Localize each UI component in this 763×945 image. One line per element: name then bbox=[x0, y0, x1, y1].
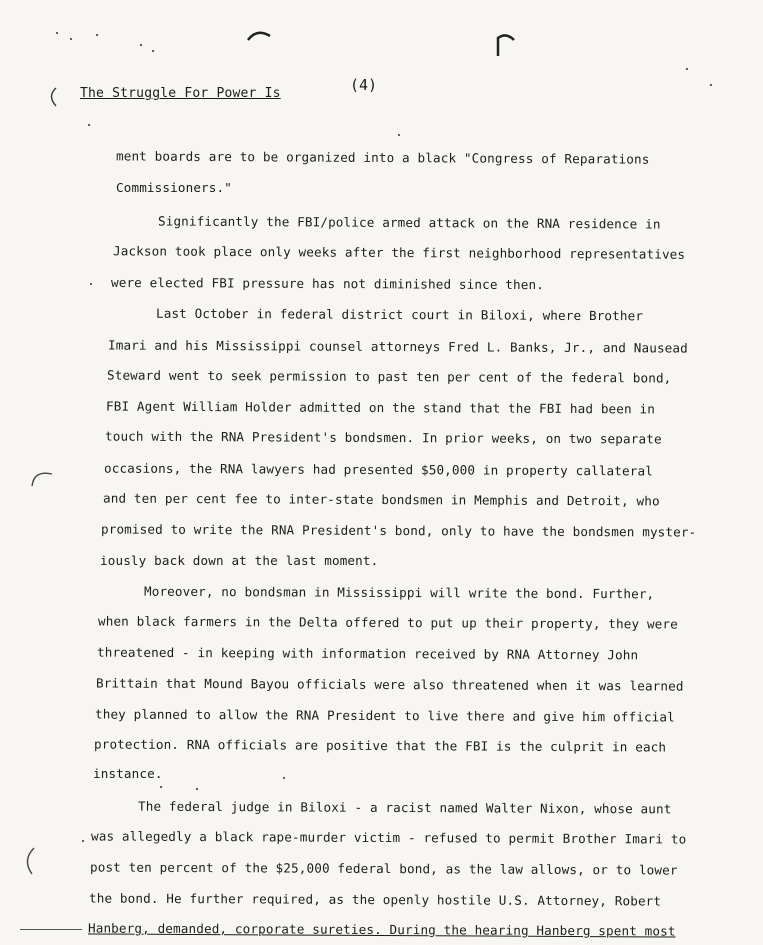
scan-speck bbox=[96, 34, 98, 36]
text-line: Hanberg, demanded, corporate sureties. During the hearing Hanberg spent most bbox=[87, 920, 676, 939]
text-line: iously back down at the last moment. bbox=[100, 553, 379, 568]
text-line: promised to write the RNA President's bond, only to have the bondsmen myster- bbox=[100, 521, 697, 540]
scan-speck bbox=[152, 50, 154, 52]
text-line: ment boards are to be organized into a black "Congress of Reparations bbox=[115, 148, 650, 167]
text-line: when black farmers in the Delta offered to put up their property, they were bbox=[97, 613, 678, 632]
text-line: occasions, the RNA lawyers had presented $50,000 in property callateral bbox=[103, 460, 654, 479]
text-line: threatened - in keeping with information received by RNA Attorney John bbox=[96, 644, 639, 663]
scan-speck bbox=[90, 283, 92, 285]
punch-hole-mark-bottom bbox=[20, 844, 40, 878]
text-line: Last October in federal district court in Biloxi, where Brother bbox=[155, 305, 644, 324]
text-line: and ten per cent fee to inter-state bondsmen in Memphis and Detroit, who bbox=[102, 490, 660, 509]
scan-speck bbox=[283, 777, 285, 779]
scan-speck bbox=[140, 44, 142, 46]
scan-speck bbox=[196, 788, 198, 790]
text-line: was allegedly a black rape-murder victim - refused to permit Brother Imari to bbox=[90, 828, 687, 847]
scan-speck bbox=[56, 32, 58, 34]
scan-speck bbox=[686, 68, 688, 70]
text-line: Steward went to seek permission to past ten per cent of the federal bond, bbox=[106, 367, 672, 386]
page-number: (4) bbox=[350, 76, 378, 94]
text-line: post ten percent of the $25,000 federal bond, as the law allows, or to lower bbox=[89, 859, 678, 878]
scan-artifact-hook-top bbox=[492, 32, 522, 60]
text-line: Moreover, no bondsman in Mississippi will write the bond. Further, bbox=[143, 583, 655, 602]
text-line: were elected FBI pressure has not diminished since then. bbox=[110, 274, 545, 293]
text-line: Imari and his Mississippi counsel attorneys Fred L. Banks, Jr., and Nausead bbox=[107, 337, 688, 356]
scan-speck bbox=[398, 134, 400, 136]
document-header-title: The Struggle For Power Is bbox=[80, 86, 281, 101]
text-line: Brittain that Mound Bayou officials were also threatened when it was learned bbox=[95, 675, 684, 694]
scan-speck bbox=[82, 840, 84, 842]
text-line: the bond. He further required, as the openly hostile U.S. Attorney, Robert bbox=[88, 890, 662, 909]
text-line: they planned to allow the RNA President to live there and give him official bbox=[94, 706, 675, 725]
text-line: touch with the RNA President's bondsmen. In prior weeks, on two separate bbox=[104, 428, 662, 447]
text-line: Commissioners." bbox=[116, 180, 232, 195]
scan-edge-rule bbox=[20, 929, 82, 930]
scan-speck bbox=[70, 38, 72, 40]
text-line: Significantly the FBI/police armed attack on the RNA residence in bbox=[157, 213, 661, 232]
punch-hole-mark-top bbox=[44, 84, 64, 110]
text-line: Jackson took place only weeks after the first neighborhood representatives bbox=[112, 243, 686, 262]
text-line: The federal judge in Biloxi - a racist named Walter Nixon, whose aunt bbox=[137, 798, 672, 817]
scan-speck bbox=[88, 124, 90, 126]
text-line: FBI Agent William Holder admitted on the stand that the FBI had been in bbox=[105, 398, 656, 417]
text-line: instance. bbox=[93, 766, 163, 781]
scan-artifact-arc-top bbox=[245, 26, 275, 46]
scan-speck bbox=[710, 84, 712, 86]
text-line: protection. RNA officials are positive that the FBI is the culprit in each bbox=[93, 736, 667, 755]
scan-speck bbox=[160, 786, 162, 788]
punch-hole-mark-middle bbox=[28, 466, 58, 490]
